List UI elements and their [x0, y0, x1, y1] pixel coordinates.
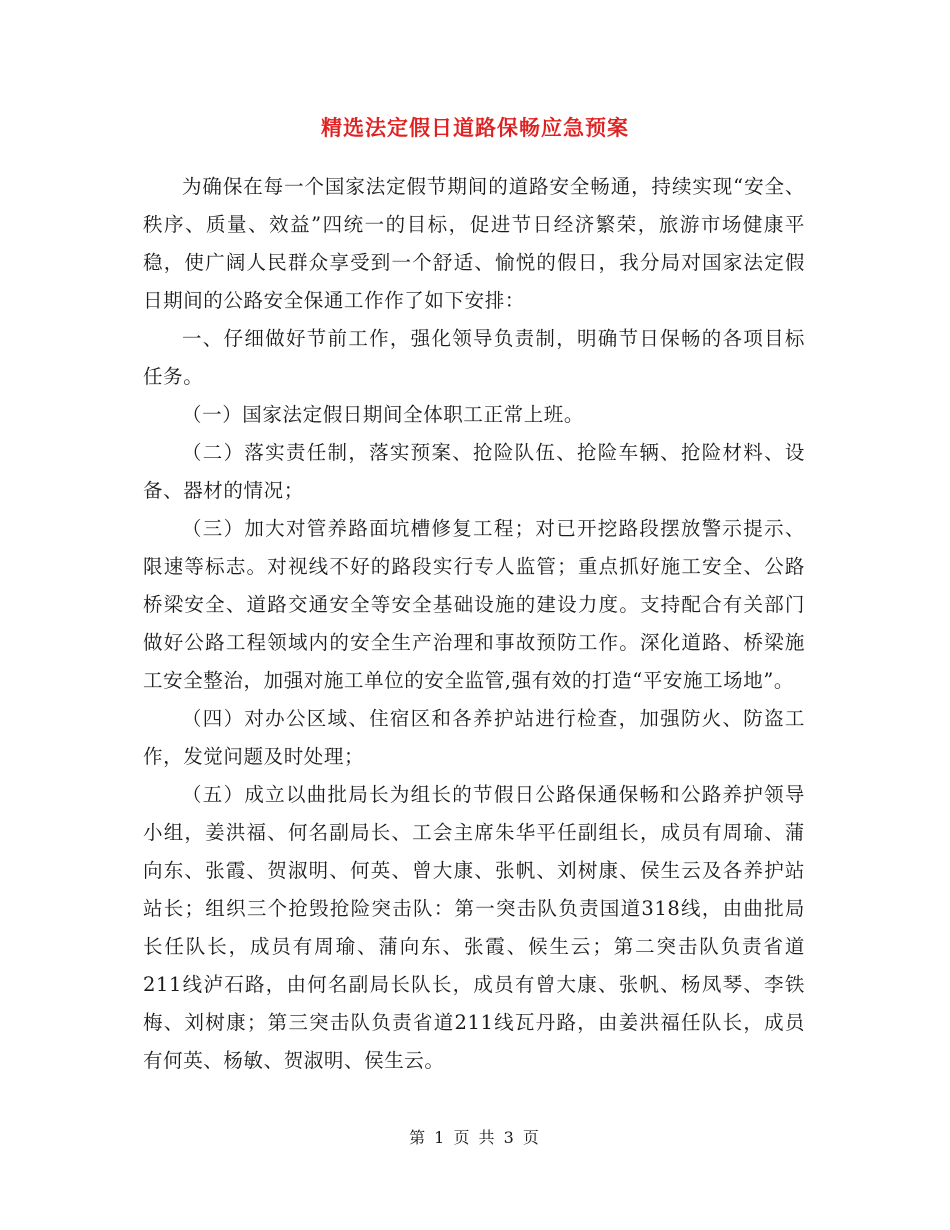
paragraph-item-2: （二）落实责任制，落实预案、抢险队伍、抢险车辆、抢险材料、设备、器材的情况； — [143, 441, 805, 502]
document-body — [143, 168, 805, 1080]
page-number-footer: 第 1 页 共 3 页 — [409, 1128, 541, 1147]
document-title: 精选法定假日道路保畅应急预案 — [321, 116, 629, 140]
paragraph-item-5: （五）成立以曲批局长为组长的节假日公路保通保畅和公路养护领导小组，姜洪福、何名副局长、工会主席朱华平任副组长，成员有周瑜、蒲向东、张霞、贺淑明、何英、曾大康、张帆、刘树康、侯生云及各养护站站长；组织三个抢毁抢险突击队：第一突击队负责国道318线，由曲批局长任队长，成员有周瑜、蒲向东、张霞、候生云；第二突击队负责省道211线泸石路，由何名副局长队长，成员有曾大康、张帆、杨凤琴、李铁梅、刘树康；第三突击队负责省道211线瓦丹路，由姜洪福任队长，成员有何英、杨敏、贺淑明、侯生云。 — [143, 783, 805, 1072]
paragraph-section-1: 一、仔细做好节前工作，强化领导负责制，明确节日保畅的各项目标任务。 — [143, 327, 805, 388]
paragraph-item-1: （一）国家法定假日期间全体职工正常上班。 — [182, 403, 585, 426]
paragraph-intro: 为确保在每一个国家法定假节期间的道路安全畅通，持续实现“安全、秩序、质量、效益”四统一的目标，促进节日经济繁荣，旅游市场健康平稳，使广阔人民群众享受到一个舒适、愉悦的假日，我分局对国家法定假日期间的公路安全保通工作作了如下安排： — [143, 175, 805, 312]
paragraph-item-3: （三）加大对管养路面坑槽修复工程；对已开挖路段摆放警示提示、限速等标志。对视线不好的路段实行专人监管；重点抓好施工安全、公路桥梁安全、道路交通安全等安全基础设施的建设力度。支持配合有关部门做好公路工程领域内的安全生产治理和事故预防工作。深化道路、桥梁施工安全整治，加强对施工单位的安全监管,强有效的打造“平安施工场地”。 — [143, 517, 805, 692]
paragraph-item-4: （四）对办公区域、住宿区和各养护站进行检查，加强防火、防盗工作，发觉问题及时处理； — [143, 707, 805, 768]
